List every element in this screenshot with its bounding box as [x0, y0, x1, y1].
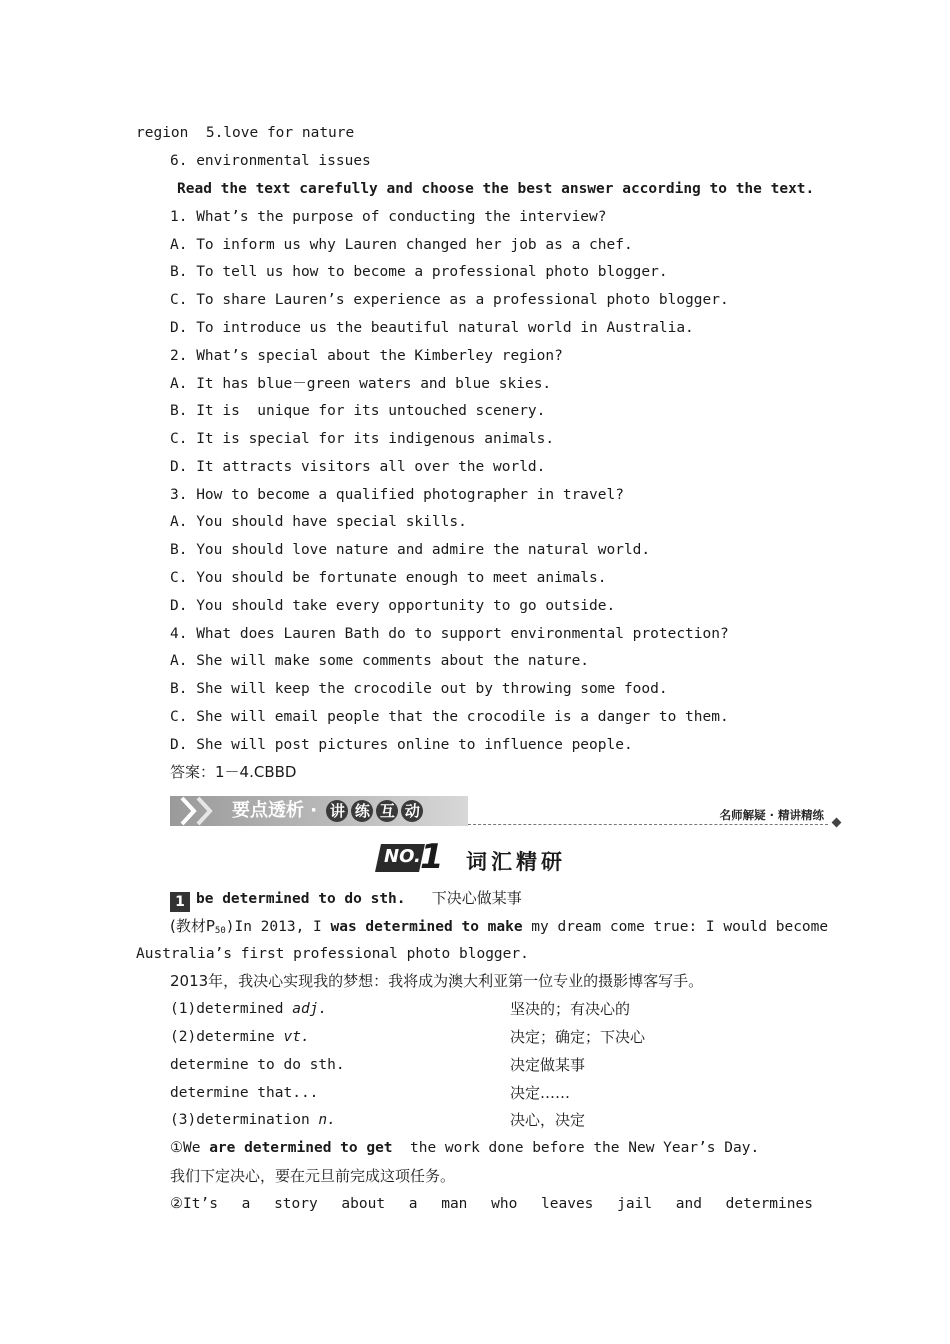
- section-number: 1: [420, 837, 444, 877]
- word-form-term: (3)determination: [170, 1112, 319, 1128]
- word-form-term: (1)determined: [170, 1001, 293, 1017]
- word-form-meaning: 坚决的；有决心的: [510, 1000, 631, 1018]
- no-label: NO.: [384, 846, 421, 867]
- part-of-speech: adj.: [292, 1001, 328, 1017]
- word: determines: [725, 1196, 813, 1212]
- section-title: 词汇精研: [466, 850, 566, 874]
- word: about: [341, 1196, 386, 1212]
- banner-title: [232, 799, 423, 823]
- example-text: )In 2013, I: [225, 919, 331, 935]
- banner-char: 讲: [326, 800, 348, 822]
- option: C. It is special for its indigenous animals.: [170, 431, 555, 447]
- option: D. It attracts visitors all over the world.: [170, 459, 546, 475]
- option: A. She will make some comments about the nature.: [170, 653, 590, 669]
- translation: 我们下定决心，要在元旦前完成这项任务。: [170, 1167, 456, 1185]
- word: man: [441, 1196, 468, 1212]
- question: 2. What’s special about the Kimberley region?: [170, 348, 563, 364]
- word-form-term: (2)determine: [170, 1029, 284, 1045]
- word-form: [170, 1083, 318, 1103]
- vocab-phrase: be determined to do sth.: [196, 891, 406, 907]
- item-number-badge: 1: [170, 892, 190, 912]
- option: C. You should be fortunate enough to meet animals.: [170, 570, 607, 586]
- example-text: ①We: [170, 1140, 210, 1156]
- translation: 2013年，我决心实现我的梦想：我将成为澳大利亚第一位专业的摄影博客写手。: [170, 972, 704, 990]
- question: 1. What’s the purpose of conducting the interview?: [170, 209, 607, 225]
- banner-dot: ·: [310, 800, 318, 821]
- option: A. You should have special skills.: [170, 514, 467, 530]
- example-sentence-justified: [170, 1194, 813, 1214]
- word-form: [170, 999, 327, 1019]
- word-form-meaning: 决定做某事: [510, 1056, 586, 1074]
- word: a: [241, 1196, 251, 1212]
- example-highlight: are determined to get: [209, 1140, 393, 1156]
- word: who: [491, 1196, 518, 1212]
- question: 3. How to become a qualified photographer in travel?: [170, 487, 624, 503]
- textbook-page: 50: [214, 926, 226, 936]
- question: 4. What does Lauren Bath do to support environmental protection?: [170, 626, 729, 642]
- textbook-ref: (教材P: [170, 917, 215, 935]
- option: D. You should take every opportunity to go outside.: [170, 598, 616, 614]
- example-text: the work done before the New Year’s Day.: [392, 1140, 760, 1156]
- banner-char: 动: [401, 800, 423, 822]
- banner-title-text: 要点透析: [232, 800, 304, 821]
- banner-subtitle: 名师解疑 · 精讲精练: [719, 808, 824, 822]
- section-banner: [170, 796, 840, 828]
- option: A. To inform us why Lauren changed her job as a chef.: [170, 237, 633, 253]
- text-line: region 5.love for nature: [136, 125, 355, 141]
- banner-char: 练: [351, 800, 373, 822]
- word-form-meaning: 决定；确定；下决心: [510, 1028, 646, 1046]
- word: story: [274, 1196, 318, 1212]
- word-form-term: determine that...: [170, 1085, 319, 1101]
- word: ②It’s: [170, 1196, 218, 1212]
- word-form: [170, 1055, 345, 1075]
- part-of-speech: vt.: [283, 1029, 310, 1045]
- option: A. It has blue－green waters and blue skies.: [170, 376, 552, 392]
- banner-char: 互: [376, 800, 398, 822]
- vocab-meaning: 下决心做某事: [431, 889, 522, 907]
- word: and: [675, 1196, 702, 1212]
- example-sentence: [170, 916, 828, 941]
- example-sentence-cont: Australia’s first professional photo blogger.: [136, 946, 529, 962]
- word-form-meaning: 决定……: [510, 1084, 571, 1102]
- text-line: 6. environmental issues: [170, 153, 371, 169]
- instruction: Read the text carefully and choose the best answer according to the text.: [177, 181, 815, 197]
- banner-divider: [468, 824, 828, 825]
- word: leaves: [541, 1196, 594, 1212]
- example-highlight: was determined to make: [330, 919, 523, 935]
- option: B. To tell us how to become a professional photo blogger.: [170, 264, 668, 280]
- example-text: my dream come true: I would become: [522, 919, 829, 935]
- diamond-icon: [832, 818, 842, 828]
- word: a: [408, 1196, 418, 1212]
- word-form: [170, 1110, 336, 1130]
- example-sentence: [170, 1138, 759, 1158]
- word-form: [170, 1027, 310, 1047]
- word-form-meaning: 决心，决定: [510, 1111, 586, 1129]
- option: B. She will keep the crocodile out by throwing some food.: [170, 681, 668, 697]
- option: D. To introduce us the beautiful natural world in Australia.: [170, 320, 694, 336]
- option: C. To share Lauren’s experience as a professional photo blogger.: [170, 292, 729, 308]
- word-form-term: determine to do sth.: [170, 1057, 345, 1073]
- option: C. She will email people that the crocodile is a danger to them.: [170, 709, 729, 725]
- chevron-right-icon: [194, 796, 216, 826]
- vocab-heading: [170, 888, 522, 912]
- word: jail: [617, 1196, 653, 1212]
- option: D. She will post pictures online to influence people.: [170, 737, 633, 753]
- part-of-speech: n.: [318, 1112, 336, 1128]
- option: B. You should love nature and admire the natural world.: [170, 542, 651, 558]
- option: B. It is unique for its untouched scenery.: [170, 403, 546, 419]
- answer-key: 答案：1－4.CBBD: [170, 763, 297, 781]
